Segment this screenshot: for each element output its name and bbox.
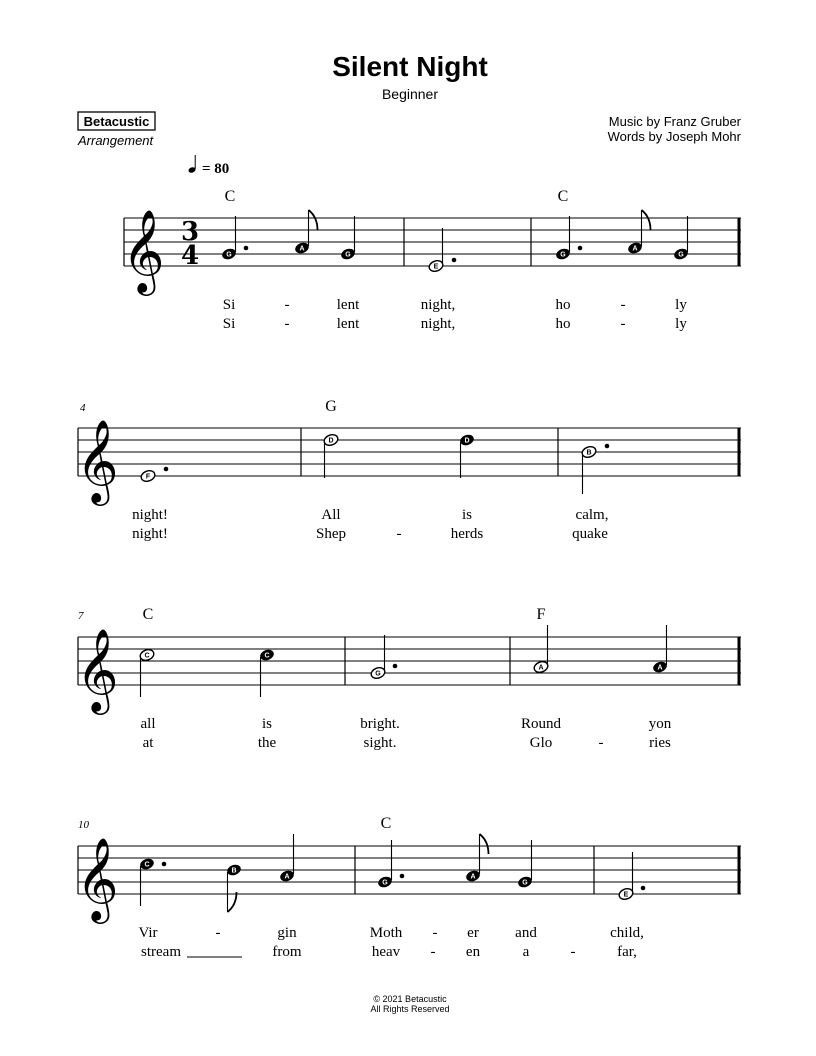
system-2: [76, 398, 741, 542]
lyric: Vir: [138, 925, 158, 941]
note-label: A: [470, 873, 476, 881]
system-3: [76, 606, 741, 751]
lyric-hyphen: -: [284, 297, 290, 313]
note-label: F: [145, 473, 151, 481]
song-title: Silent Night: [332, 51, 488, 82]
lyrics-verse-1: [141, 716, 672, 732]
note: [139, 648, 156, 697]
lyric: sight.: [363, 735, 397, 751]
lyric-hyphen: -: [570, 944, 576, 960]
note-label: A: [657, 664, 663, 672]
note: [259, 648, 276, 697]
lyric-hyphen: -: [396, 526, 402, 542]
staff-lines: [124, 218, 741, 266]
lyric: Si: [222, 316, 236, 332]
lyric-hyphen: -: [215, 925, 221, 941]
music-credit: Music by Franz Gruber: [608, 114, 741, 129]
treble-clef-icon: 𝄞: [76, 836, 119, 920]
chord-symbol: C: [142, 606, 154, 623]
lyric: ly: [675, 316, 687, 332]
measure-number: 7: [78, 610, 84, 622]
lyric: is: [261, 716, 273, 732]
note-label: G: [560, 251, 566, 259]
lyric: is: [461, 507, 473, 523]
note: [279, 834, 296, 883]
lyrics-verse-2: [143, 735, 671, 751]
brand-name: Betacustic: [83, 114, 150, 129]
words-credit: Words by Joseph Mohr: [607, 129, 741, 144]
lyric-hyphen: -: [620, 316, 626, 332]
note-label: B: [231, 867, 237, 875]
lyrics-verse-1: [132, 507, 608, 523]
lyric: herds: [450, 526, 484, 542]
staff-lines: [78, 428, 741, 476]
note: [517, 840, 534, 889]
tempo-text: = 80: [202, 161, 230, 177]
lyric-hyphen: -: [432, 925, 438, 941]
note: [323, 433, 340, 478]
system-4: [76, 815, 741, 960]
lyrics-verse-1: [138, 925, 643, 941]
lyric: Si: [222, 297, 236, 313]
lyric: a: [522, 944, 530, 960]
note-label: G: [382, 879, 388, 887]
chord-symbol: C: [224, 188, 236, 205]
note-label: G: [522, 879, 528, 887]
note-label: G: [226, 251, 232, 259]
note-label: G: [345, 251, 351, 259]
note-label: G: [678, 251, 684, 259]
measure-number: 10: [78, 819, 89, 831]
lyric: lent: [336, 316, 360, 332]
note-label: E: [623, 891, 629, 899]
note: [140, 467, 169, 483]
lyric: en: [465, 944, 481, 960]
lyric: and: [515, 925, 537, 941]
lyric: all: [140, 716, 156, 732]
lyrics-verse-2: [223, 316, 688, 332]
lyric: Shep: [316, 526, 346, 542]
note: [627, 210, 651, 255]
lyric: night!: [132, 507, 168, 523]
lyric: All: [321, 507, 341, 523]
lyric: er: [467, 925, 479, 941]
note: [340, 216, 357, 261]
note-label: A: [299, 245, 305, 253]
lyric: gin: [277, 925, 297, 941]
lyric: stream: [141, 944, 181, 960]
note: [673, 216, 690, 261]
lyric: Round: [520, 716, 562, 732]
note-label: D: [328, 437, 334, 445]
chord-symbol: C: [380, 815, 392, 832]
note-label: B: [586, 449, 592, 457]
note: [581, 444, 610, 494]
note-label: A: [284, 873, 290, 881]
note-label: A: [632, 245, 638, 253]
rights-text: All Rights Reserved: [370, 1004, 450, 1014]
lyric: ries: [649, 735, 671, 751]
note-label: C: [144, 652, 150, 660]
lyric: bright.: [360, 716, 400, 732]
lyric-hyphen: -: [598, 735, 604, 751]
lyric: ho: [555, 297, 571, 313]
note: [459, 433, 476, 478]
lyric: child,: [610, 925, 644, 941]
treble-clef-icon: 𝄞: [76, 418, 119, 502]
chord-symbol: F: [536, 606, 546, 623]
lyric: heav: [371, 944, 401, 960]
lyric-hyphen: -: [620, 297, 626, 313]
lyric: Moth: [369, 925, 403, 941]
lyric: far,: [617, 944, 637, 960]
treble-clef-icon: 𝄞: [76, 627, 119, 711]
lyric: calm,: [575, 507, 609, 523]
lyric: from: [272, 944, 302, 960]
lyric: night,: [420, 316, 456, 332]
arrangement-label: Arrangement: [78, 133, 154, 148]
note: [465, 834, 489, 883]
lyrics-verse-2: [141, 944, 637, 960]
lyric: the: [257, 735, 277, 751]
lyrics-verse-1: [223, 297, 688, 313]
note-label: E: [433, 263, 439, 271]
lyric: quake: [572, 526, 608, 542]
time-signature-bottom: 4: [180, 241, 200, 271]
measure-number: 4: [80, 402, 86, 414]
chord-symbol: G: [325, 398, 337, 415]
note: [652, 625, 669, 674]
lyric: ho: [555, 316, 571, 332]
lyric-hyphen: -: [430, 944, 436, 960]
note: [533, 625, 550, 674]
staff-lines: [78, 637, 741, 685]
tempo-marking: [188, 155, 230, 177]
treble-clef-icon: 𝄞: [122, 208, 165, 292]
note: [139, 857, 167, 906]
time-signature-top: 3: [180, 217, 200, 247]
lyric: ly: [675, 297, 687, 313]
lyric: at: [142, 735, 154, 751]
lyric: lent: [336, 297, 360, 313]
system-1: [122, 188, 741, 332]
lyric: night!: [132, 526, 168, 542]
note-label: C: [264, 652, 270, 660]
lyric: night,: [420, 297, 456, 313]
copyright-text: © 2021 Betacustic: [373, 994, 447, 1004]
lyric-hyphen: -: [284, 316, 290, 332]
difficulty-label: Beginner: [381, 86, 439, 102]
lyrics-verse-2: [132, 526, 608, 542]
note-label: A: [538, 664, 544, 672]
lyric: Glo: [529, 735, 553, 751]
note-label: D: [464, 437, 470, 445]
note-label: G: [375, 670, 381, 678]
note: [226, 863, 243, 912]
chord-symbol: C: [557, 188, 569, 205]
lyric: yon: [648, 716, 672, 732]
note-label: C: [144, 861, 150, 869]
note: [294, 210, 318, 255]
